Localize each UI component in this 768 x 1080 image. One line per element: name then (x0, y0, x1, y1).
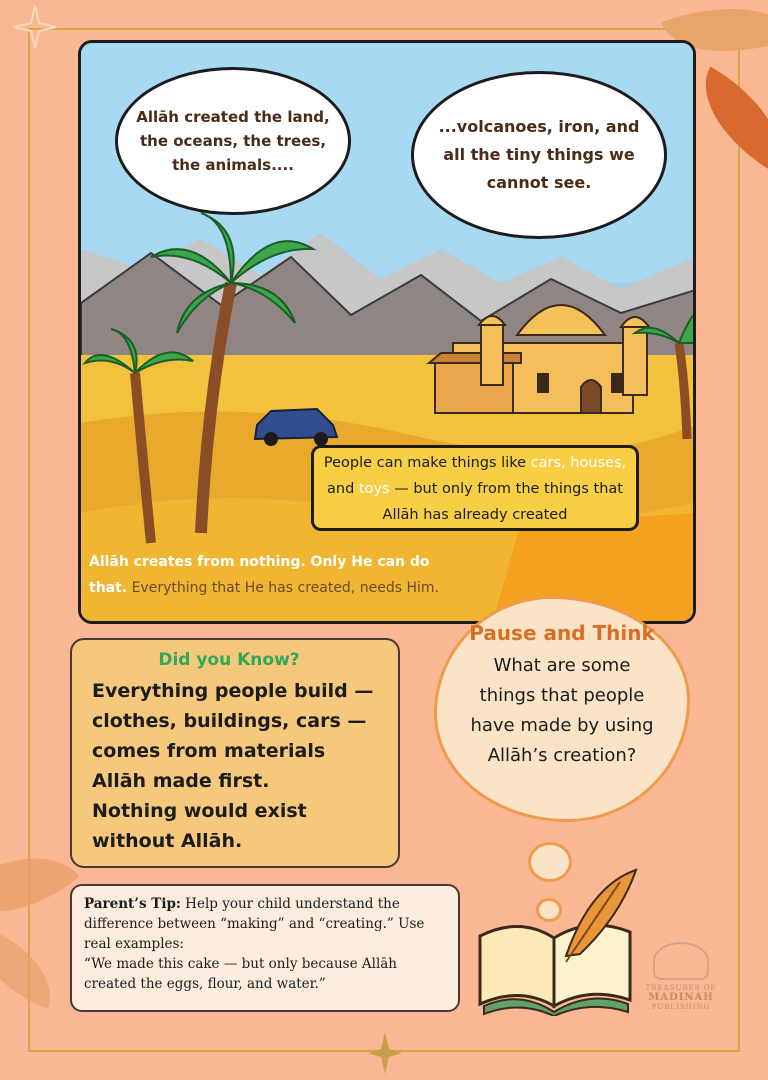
publisher-logo-line-2: MADINAH (648, 992, 714, 1003)
publisher-logo-line-3: PUBLISHING (651, 1003, 711, 1011)
thought-cloud-left (115, 67, 351, 215)
caption-text: People can make things like (323, 455, 531, 471)
did-you-know-line-1: Everything people build — clothes, buildings, cars — comes from materials Allāh made first. (92, 680, 374, 792)
scene-note-bright: Allāh creates from nothing. Only He can do that. (89, 554, 430, 596)
parents-tip-label: Parent’s Tip: (84, 896, 181, 912)
publisher-logo-badge (653, 942, 709, 980)
cloud-left-text: Allāh created the land, the oceans, the trees, the animals.... (136, 108, 330, 174)
pause-and-think-cloud (434, 596, 690, 822)
illustration-panel (78, 40, 696, 624)
did-you-know-box (70, 638, 400, 868)
caption-text: — but only from the things that Allāh has already created (382, 481, 623, 523)
did-you-know-title: Did you Know? (158, 650, 300, 670)
parents-tip-text: Help your child understand the difference between “making” and “creating.” Use real examples: (84, 896, 425, 952)
star-ornament-icon (12, 4, 58, 50)
caption-text: and (327, 481, 359, 497)
caption-highlight-houses: houses, (570, 455, 627, 471)
cloud-right-text: ...volcanoes, iron, and all the tiny things we cannot see. (438, 117, 640, 192)
caption-highlight-cars: cars, (530, 455, 566, 471)
pause-and-think-question: What are some things that people have made by using Allāh’s creation? (470, 655, 654, 766)
pause-and-think-title: Pause and Think (469, 621, 655, 645)
star-ornament-icon (368, 1032, 402, 1074)
caption-highlight-toys: toys (358, 481, 390, 497)
publisher-logo-line-1: TREASURES OF (645, 984, 717, 992)
did-you-know-line-2: Nothing would exist without Allāh. (92, 800, 307, 852)
open-book-quill-icon (470, 866, 640, 1016)
parents-tip-box (70, 884, 460, 1012)
scene-note (89, 549, 469, 601)
publisher-logo (626, 942, 736, 1026)
thought-cloud-right (411, 71, 667, 239)
parents-tip-example: “We made this cake — but only because Allāh created the eggs, flour, and water.” (84, 956, 398, 992)
caption-box (311, 445, 639, 531)
scene-note-dim: Everything that He has created, needs Him. (127, 580, 439, 596)
